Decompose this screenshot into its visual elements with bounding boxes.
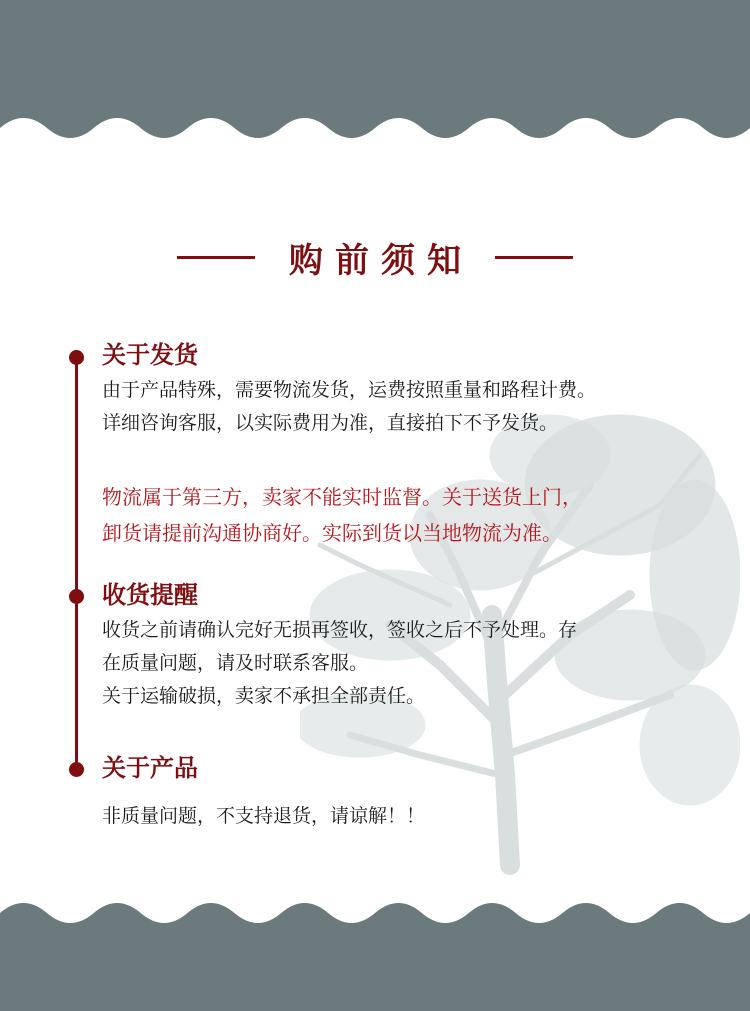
- timeline-dot-product: [69, 762, 84, 777]
- title-right-rule: [495, 256, 573, 259]
- shipping-paragraph: [102, 374, 702, 440]
- section-heading-shipping: 关于发货: [102, 341, 198, 369]
- receiving-paragraph: [102, 614, 702, 713]
- section-heading-product: 关于产品: [102, 754, 198, 782]
- warning-line: 物流属于第三方，卖家不能实时监督。关于送货上门，: [102, 485, 582, 509]
- warning-line: 卸货请提前沟通协商好。实际到货以当地物流为准。: [102, 521, 562, 545]
- paragraph-line: 关于运输破损，卖家不承担全部责任。: [102, 685, 426, 707]
- timeline-dot-shipping: [69, 350, 84, 365]
- paragraph-line: 非质量问题，不支持退货，请谅解！！: [102, 805, 426, 827]
- title-left-rule: [177, 256, 255, 259]
- product-paragraph: [102, 800, 702, 833]
- top-wave-banner: [0, 0, 750, 150]
- timeline-dot-receiving: [69, 589, 84, 604]
- paragraph-line: 由于产品特殊，需要物流发货，运费按照重量和路程计费。: [102, 379, 597, 401]
- paragraph-line: 收货之前请确认完好无损再签收，签收之后不予处理。存: [102, 619, 578, 641]
- bottom-wave-banner: [0, 893, 750, 1011]
- timeline-line: [75, 357, 78, 770]
- shipping-warning: [102, 479, 702, 551]
- paragraph-line: 在质量问题，请及时联系客服。: [102, 652, 369, 674]
- page-title: 购前须知: [289, 240, 473, 281]
- section-heading-receiving: 收货提醒: [102, 581, 198, 609]
- paragraph-line: 详细咨询客服，以实际费用为准，直接拍下不予发货。: [102, 412, 559, 434]
- page-title-row: [0, 232, 750, 282]
